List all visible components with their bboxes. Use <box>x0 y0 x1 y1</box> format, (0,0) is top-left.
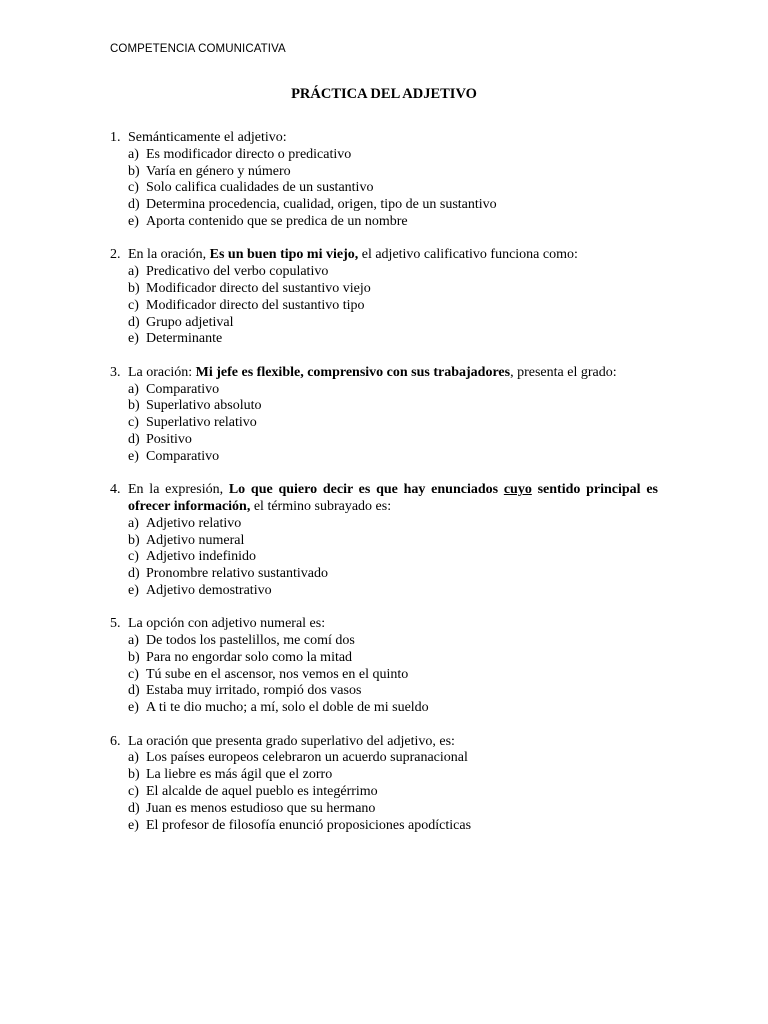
quoted-sentence-start: Lo que quiero decir es que hay enunciados <box>228 482 504 498</box>
question-number: 1. <box>110 130 121 145</box>
question-number: 3. <box>110 364 121 380</box>
option-letter: c) <box>128 297 139 313</box>
quoted-sentence: Es un buen tipo mi viejo, <box>209 247 359 263</box>
question-stem <box>110 130 658 147</box>
option-list <box>110 516 658 600</box>
question-number: 6. <box>110 733 121 749</box>
option-letter: e) <box>128 448 139 464</box>
option-d <box>128 315 658 332</box>
option-text: Superlativo relativo <box>146 415 257 431</box>
question-stem <box>110 247 658 264</box>
option-text: Adjetivo numeral <box>146 532 245 548</box>
option-b <box>128 164 658 181</box>
question-text-pre: En la expresión, <box>128 482 229 498</box>
option-text: Para no engordar solo como la mitad <box>146 649 353 665</box>
option-d <box>128 197 658 214</box>
option-e <box>128 583 658 600</box>
question-text-pre: La oración que presenta grado superlativo del adjetivo, es: <box>128 733 455 749</box>
question-text <box>128 482 658 516</box>
option-letter: b) <box>128 767 140 783</box>
question-6 <box>110 734 658 835</box>
option-letter: e) <box>128 582 139 598</box>
option-text: Positivo <box>146 431 192 447</box>
option-letter: a) <box>128 750 139 766</box>
option-text: El alcalde de aquel pueblo es integérrimo <box>146 784 378 800</box>
option-text: Tú sube en el ascensor, nos vemos en el quinto <box>146 666 409 682</box>
option-b <box>128 767 658 784</box>
question-text-post: , presenta el grado: <box>510 364 617 380</box>
option-text: Aporta contenido que se predica de un nombre <box>146 213 408 229</box>
option-text: La liebre es más ágil que el zorro <box>146 767 333 783</box>
option-text: Pronombre relativo sustantivado <box>146 566 328 582</box>
option-a <box>128 382 658 399</box>
underlined-term: cuyo <box>503 482 532 498</box>
option-e <box>128 331 658 348</box>
option-text: Comparativo <box>146 448 220 464</box>
question-number: 4. <box>110 482 121 498</box>
question-text <box>128 616 658 633</box>
question-text <box>128 130 658 147</box>
option-text: Solo califica cualidades de un sustantivo <box>146 180 374 196</box>
question-1 <box>110 130 658 231</box>
option-letter: a) <box>128 381 139 397</box>
option-letter: c) <box>128 180 139 196</box>
question-stem <box>110 482 658 516</box>
option-e <box>128 214 658 231</box>
question-text <box>128 365 658 382</box>
question-text-post: el adjetivo calificativo funciona como: <box>358 247 578 263</box>
option-list <box>110 750 658 834</box>
option-text: Modificador directo del sustantivo viejo <box>146 280 371 296</box>
quoted-sentence-end: sentido principal es ofrecer información, <box>128 482 658 514</box>
question-list <box>110 130 658 851</box>
option-letter: d) <box>128 800 140 816</box>
option-d <box>128 683 658 700</box>
option-text: Comparativo <box>146 381 220 397</box>
option-text: Adjetivo relativo <box>146 515 242 531</box>
option-d <box>128 801 658 818</box>
question-5 <box>110 616 658 717</box>
option-letter: e) <box>128 331 139 347</box>
option-letter: e) <box>128 817 139 833</box>
option-letter: e) <box>128 213 139 229</box>
option-text: Adjetivo demostrativo <box>146 582 272 598</box>
option-a <box>128 516 658 533</box>
option-text: Determinante <box>146 331 223 347</box>
option-e <box>128 449 658 466</box>
option-letter: c) <box>128 549 139 565</box>
option-text: Grupo adjetival <box>146 314 234 330</box>
option-text: El profesor de filosofía enunció proposiciones apodícticas <box>146 817 472 833</box>
option-letter: d) <box>128 314 140 330</box>
option-b <box>128 281 658 298</box>
question-number: 2. <box>110 247 121 263</box>
page-title: PRÁCTICA DEL ADJETIVO <box>291 86 477 102</box>
question-text-pre: Semánticamente el adjetivo: <box>128 130 287 145</box>
question-4 <box>110 482 658 600</box>
question-text-pre: La opción con adjetivo numeral es: <box>128 616 326 632</box>
question-number: 5. <box>110 616 121 632</box>
option-text: Adjetivo indefinido <box>146 549 257 565</box>
option-c <box>128 784 658 801</box>
option-letter: e) <box>128 700 139 716</box>
option-letter: b) <box>128 532 140 548</box>
option-letter: d) <box>128 197 140 213</box>
option-a <box>128 750 658 767</box>
question-2 <box>110 247 658 348</box>
option-letter: b) <box>128 163 140 179</box>
question-text <box>128 247 658 264</box>
option-letter: d) <box>128 566 140 582</box>
option-e <box>128 700 658 717</box>
option-text: Estaba muy irritado, rompió dos vasos <box>146 683 362 699</box>
option-letter: c) <box>128 666 139 682</box>
option-letter: a) <box>128 633 139 649</box>
question-text-pre: La oración: <box>128 364 196 380</box>
option-text: Modificador directo del sustantivo tipo <box>146 297 365 313</box>
option-text: Determina procedencia, cualidad, origen, tipo de un sustantivo <box>146 197 497 213</box>
option-b <box>128 533 658 550</box>
question-3 <box>110 365 658 466</box>
option-list <box>110 633 658 717</box>
question-text-pre: En la oración, <box>128 247 210 263</box>
option-text: Juan es menos estudioso que su hermano <box>146 800 376 816</box>
option-letter: c) <box>128 784 139 800</box>
option-text: Los países europeos celebraron un acuerdo supranacional <box>146 750 468 766</box>
option-b <box>128 398 658 415</box>
option-letter: a) <box>128 146 139 162</box>
option-e <box>128 818 658 835</box>
option-c <box>128 667 658 684</box>
option-a <box>128 147 658 164</box>
question-stem <box>110 365 658 382</box>
option-c <box>128 180 658 197</box>
option-text: Varía en género y número <box>146 163 291 179</box>
option-a <box>128 633 658 650</box>
option-d <box>128 566 658 583</box>
option-text: A ti te dio mucho; a mí, solo el doble de mi sueldo <box>146 700 429 716</box>
option-text: Superlativo absoluto <box>146 398 262 414</box>
option-letter: d) <box>128 683 140 699</box>
option-letter: a) <box>128 264 139 280</box>
option-list <box>110 382 658 466</box>
option-text: Predicativo del verbo copulativo <box>146 264 329 280</box>
option-c <box>128 298 658 315</box>
option-letter: c) <box>128 415 139 431</box>
question-text <box>128 734 658 751</box>
option-list <box>110 264 658 348</box>
option-letter: a) <box>128 515 139 531</box>
option-text: Es modificador directo o predicativo <box>146 146 352 162</box>
question-stem <box>110 734 658 751</box>
option-letter: b) <box>128 280 140 296</box>
option-c <box>128 549 658 566</box>
question-stem <box>110 616 658 633</box>
option-letter: b) <box>128 398 140 414</box>
option-a <box>128 264 658 281</box>
option-letter: b) <box>128 649 140 665</box>
option-b <box>128 650 658 667</box>
option-c <box>128 415 658 432</box>
option-text: De todos los pastelillos, me comí dos <box>146 633 355 649</box>
option-list <box>110 147 658 231</box>
option-letter: d) <box>128 431 140 447</box>
quoted-sentence: Mi jefe es flexible, comprensivo con sus trabajadores <box>195 364 511 380</box>
running-header: COMPETENCIA COMUNICATIVA <box>110 43 286 55</box>
option-d <box>128 432 658 449</box>
question-text-post: el término subrayado es: <box>250 498 392 514</box>
